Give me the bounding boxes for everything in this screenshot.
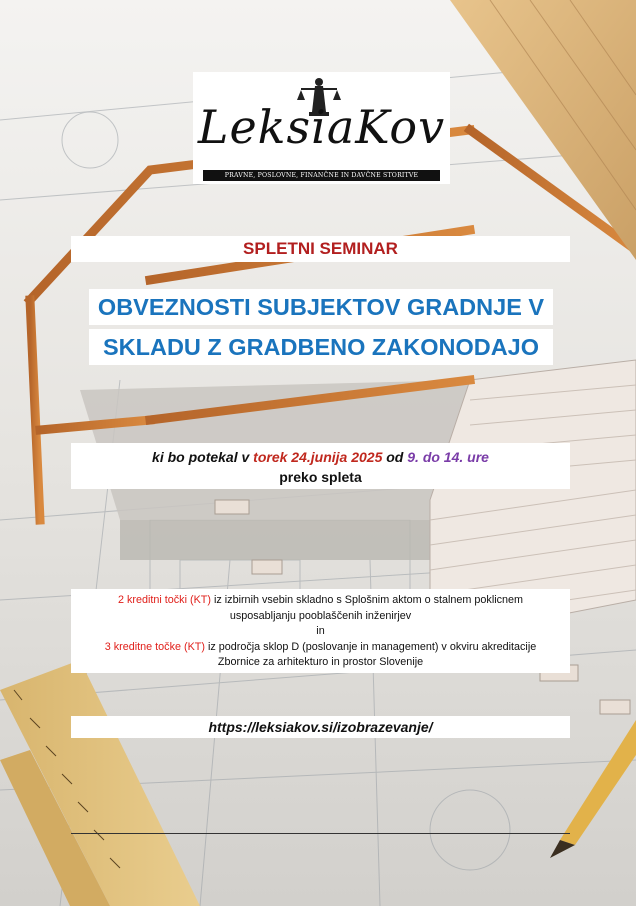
schedule-connector: od <box>386 449 404 465</box>
seminar-label: SPLETNI SEMINAR <box>71 236 570 262</box>
title-line-1: OBVEZNOSTI SUBJEKTOV GRADNJE V <box>89 289 553 325</box>
credit-1-highlight: 2 kreditni točki (KT) <box>117 594 211 606</box>
seminar-title <box>89 287 553 365</box>
credit-2-text-a: iz področja sklop D (poslovanje in management) v okviru akreditacije <box>207 640 537 653</box>
schedule-block <box>71 443 570 489</box>
credits-joiner: in <box>316 625 325 638</box>
credit-1-text-a: iz izbirnih vsebin skladno s Splošnim aktom o stalnem poklicnem <box>213 594 524 606</box>
logo-wordmark: LeksiaKov <box>197 100 446 154</box>
registration-link[interactable]: https://leksiakov.si/izobrazevanje/ <box>71 716 570 738</box>
credit-1-text-b: usposabljanju pooblaščenih inženirjev <box>229 609 412 622</box>
leksiakov-logo <box>193 72 450 184</box>
logo-tagline: PRAVNE, POSLOVNE, FINANČNE IN DAVČNE STORITVE <box>203 170 440 181</box>
credits-block <box>71 589 570 673</box>
schedule-date: torek 24.junija 2025 <box>253 449 383 465</box>
schedule-mode: preko spleta <box>279 469 362 485</box>
credit-2-highlight: 3 kreditne točke (KT) <box>104 640 205 653</box>
credit-2-text-b: Zbornice za arhitekturo in prostor Slovenije <box>217 656 424 669</box>
title-line-2: SKLADU Z GRADBENO ZAKONODAJO <box>89 329 553 365</box>
schedule-time: 9. do 14. ure <box>407 449 489 465</box>
schedule-prefix: ki bo potekal v <box>152 449 250 465</box>
footer-divider <box>71 833 570 834</box>
